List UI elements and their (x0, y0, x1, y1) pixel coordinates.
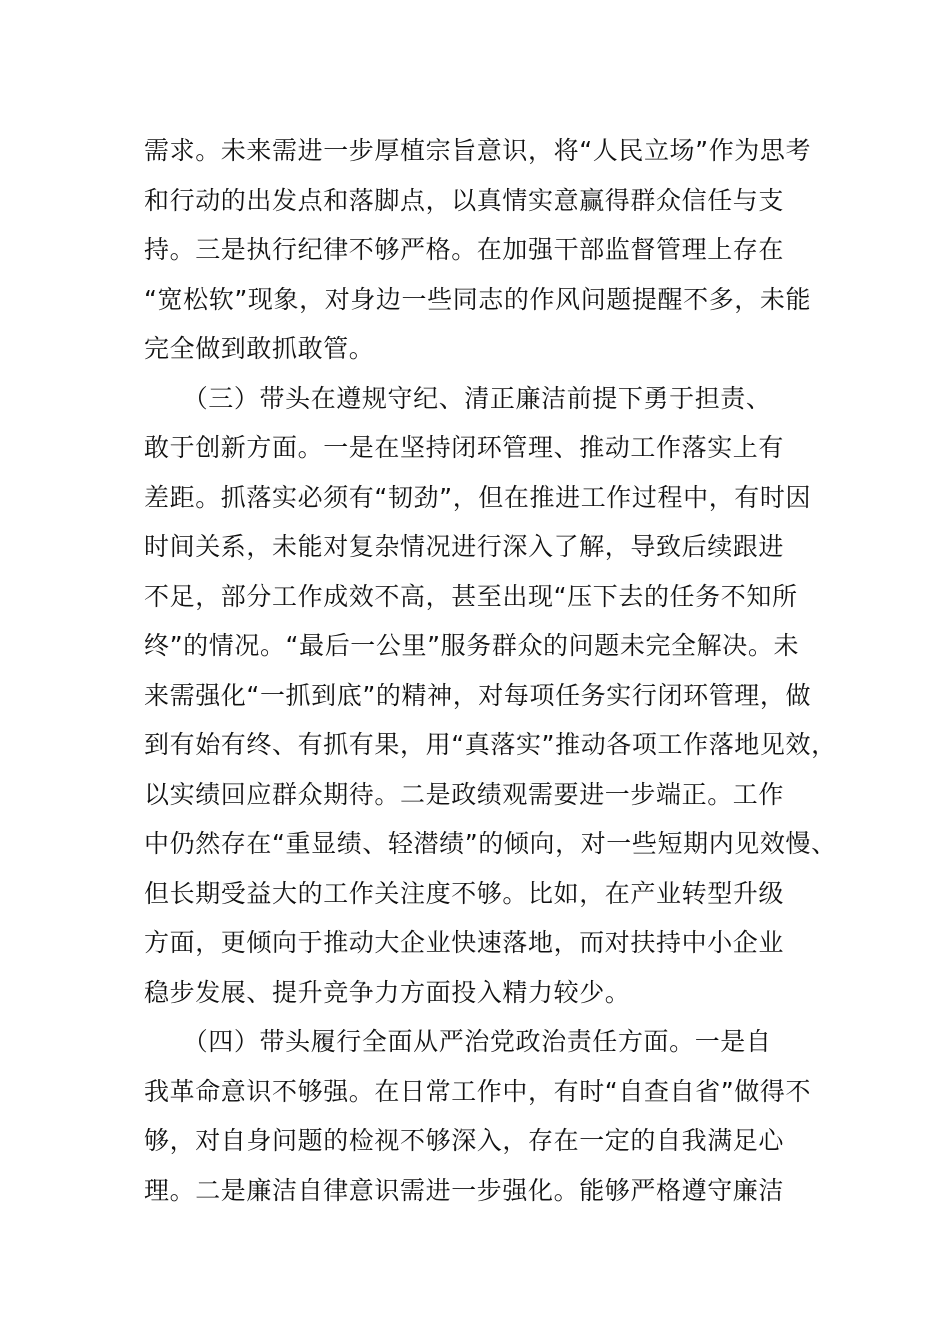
text-line: 来需强化“一抓到底”的精神，对每项任务实行闭环管理，做 (144, 680, 812, 710)
text-line: 不足，部分工作成效不高，甚至出现“压下去的任务不知所 (144, 581, 798, 611)
body-text (144, 126, 844, 1215)
section-heading-line: （三）带头在遵规守纪、清正廉洁前提下勇于担责、 (144, 383, 772, 413)
text-line: 但长期受益大的工作关注度不够。比如，在产业转型升级 (144, 878, 785, 908)
text-line: 我革命意识不够强。在日常工作中，有时“自查自省”做得不 (144, 1076, 812, 1106)
text-line: 需求。未来需进一步厚植宗旨意识，将“人民立场”作为思考 (144, 136, 812, 165)
text-line: 理。二是廉洁自律意识需进一步强化。能够严格遵守廉洁 (144, 1175, 785, 1205)
text-line: 稳步发展、提升竞争力方面投入精力较少。 (144, 977, 631, 1007)
text-line: 和行动的出发点和落脚点，以真情实意赢得群众信任与支 (144, 185, 785, 215)
section-heading-line: （四）带头履行全面从严治党政治责任方面。一是自 (144, 1027, 772, 1056)
text-line: 敢于创新方面。一是在坚持闭环管理、推动工作落实上有 (144, 433, 785, 462)
text-line: 以实绩回应群众期待。二是政绩观需要进一步端正。工作 (144, 779, 785, 809)
text-line: 持。三是执行纪律不够严格。在加强干部监督管理上存在 (144, 235, 785, 264)
text-line: 差距。抓落实必须有“韧劲”，但在推进工作过程中，有时因 (144, 482, 812, 512)
text-line: 完全做到敢抓敢管。 (144, 334, 375, 363)
text-line: 方面，更倾向于推动大企业快速落地，而对扶持中小企业 (144, 928, 785, 957)
text-line: 时间关系，未能对复杂情况进行深入了解，导致后续跟进 (144, 532, 785, 561)
text-line: 终”的情况。“最后一公里”服务群众的问题未完全解决。未 (144, 631, 800, 660)
text-line: 中仍然存在“重显绩、轻潜绩”的倾向，对一些短期内见效慢、 (144, 829, 837, 858)
text-line: 够，对自身问题的检视不够深入，存在一定的自我满足心 (144, 1126, 785, 1155)
text-line: “宽松软”现象，对身边一些同志的作风问题提醒不多，未能 (144, 284, 812, 314)
text-line: 到有始有终、有抓有果，用“真落实”推动各项工作落地见效， (144, 730, 837, 759)
